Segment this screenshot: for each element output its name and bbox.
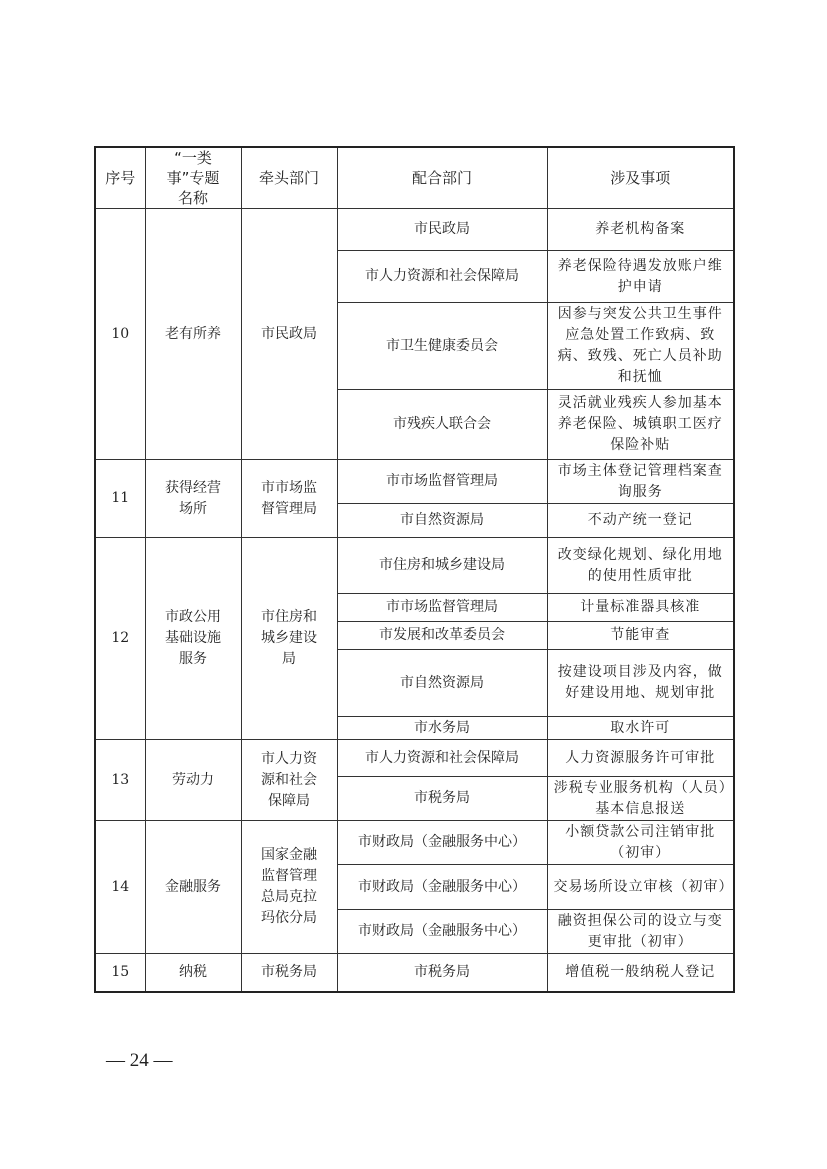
lead-text: 市民政局 (261, 325, 317, 342)
lead-cell (241, 954, 337, 992)
item-cell (547, 303, 734, 390)
topic-cell (145, 538, 241, 740)
partner-cell: 市财政局（金融服务中心） (337, 865, 547, 910)
topic-cell (145, 740, 241, 821)
item-text: 市场主体登记管理档案查询服务 (557, 462, 723, 500)
item-cell (547, 460, 734, 504)
item-cell (547, 717, 734, 740)
partner-cell: 市民政局 (337, 209, 547, 251)
item-text: 取水许可 (610, 719, 671, 736)
item-text: 涉税专业服务机构（人员）基本信息报送 (553, 779, 727, 817)
lead-text: 市税务局 (261, 963, 317, 980)
item-cell (547, 740, 734, 777)
partner-cell: 市财政局（金融服务中心） (337, 910, 547, 954)
partner-cell: 市残疾人联合会 (337, 390, 547, 460)
item-cell (547, 594, 734, 622)
topic-cell (145, 209, 241, 460)
seq-cell: 11 (95, 460, 145, 538)
header-seq: 序号 (95, 147, 145, 209)
table-row (95, 538, 734, 594)
item-cell (547, 390, 734, 460)
table-row (95, 740, 734, 777)
topic-text: 劳动力 (172, 771, 214, 788)
item-text: 改变绿化规划、绿化用地的使用性质审批 (557, 546, 723, 584)
item-text: 节能审查 (610, 627, 671, 643)
item-text: 计量标准器具核准 (580, 599, 701, 615)
topic-cell (145, 821, 241, 954)
partner-cell: 市市场监督管理局 (337, 460, 547, 504)
partner-cell: 市财政局（金融服务中心） (337, 821, 547, 865)
seq-cell: 15 (95, 954, 145, 992)
topic-text: 市政公用基础设施服务 (165, 609, 221, 667)
item-cell (547, 650, 734, 717)
item-text: 不动产统一登记 (587, 512, 693, 528)
seq-cell: 10 (95, 209, 145, 460)
item-cell (547, 865, 734, 910)
partner-cell: 市税务局 (337, 954, 547, 992)
partner-cell: 市人力资源和社会保障局 (337, 740, 547, 777)
item-text: 灵活就业残疾人参加基本养老保险、城镇职工医疗保险补贴 (557, 395, 723, 453)
item-cell (547, 910, 734, 954)
topic-text: 纳税 (179, 963, 207, 980)
lead-cell (241, 209, 337, 460)
lead-text: 市人力资源和社会保障局 (261, 750, 317, 809)
topic-text: 老有所养 (165, 325, 221, 342)
partner-cell: 市住房和城乡建设局 (337, 538, 547, 594)
header-partner: 配合部门 (337, 147, 547, 209)
item-text: 养老机构备案 (595, 221, 686, 237)
header-lead: 牵头部门 (241, 147, 337, 209)
item-text: 人力资源服务许可审批 (565, 749, 716, 766)
partner-cell: 市发展和改革委员会 (337, 622, 547, 650)
item-text: 融资担保公司的设立与变更审批（初审） (557, 912, 723, 950)
item-text: 按建设项目涉及内容，做好建设用地、规划审批 (557, 664, 723, 701)
header-row (95, 147, 734, 209)
topic-cell (145, 954, 241, 992)
page-number: — 24 — (106, 1050, 173, 1071)
item-cell (547, 251, 734, 303)
item-text: 增值税一般纳税人登记 (565, 963, 716, 980)
partner-cell: 市市场监督管理局 (337, 594, 547, 622)
table-row (95, 954, 734, 992)
item-text: 养老保险待遇发放账户维护申请 (557, 257, 723, 295)
item-text: 因参与突发公共卫生事件应急处置工作致病、致病、致残、死亡人员补助和抚恤 (557, 306, 723, 385)
item-cell (547, 622, 734, 650)
lead-cell (241, 740, 337, 821)
partner-cell: 市水务局 (337, 717, 547, 740)
partner-cell: 市卫生健康委员会 (337, 303, 547, 390)
header-topic (145, 147, 241, 209)
partner-cell: 市人力资源和社会保障局 (337, 251, 547, 303)
table-row (95, 209, 734, 251)
lead-cell (241, 460, 337, 538)
seq-cell: 13 (95, 740, 145, 821)
seq-cell: 14 (95, 821, 145, 954)
item-cell (547, 209, 734, 251)
item-cell (547, 777, 734, 821)
item-text: 交易场所设立审核（初审） (553, 878, 734, 895)
item-cell (547, 821, 734, 865)
header-topic-text: “一类事”专题名称 (166, 149, 220, 207)
header-item: 涉及事项 (547, 147, 734, 209)
lead-text: 市市场监督管理局 (261, 479, 317, 517)
lead-text: 市住房和城乡建设局 (261, 609, 317, 667)
item-cell (547, 504, 734, 538)
item-cell (547, 538, 734, 594)
seq-cell: 12 (95, 538, 145, 740)
lead-cell (241, 538, 337, 740)
topic-text: 获得经营场所 (165, 479, 221, 517)
topic-cell (145, 460, 241, 538)
partner-cell: 市税务局 (337, 777, 547, 821)
lead-cell (241, 821, 337, 954)
table-row (95, 821, 734, 865)
topic-text: 金融服务 (165, 878, 221, 895)
lead-text: 国家金融监督管理总局克拉玛依分局 (261, 847, 317, 926)
partner-cell: 市自然资源局 (337, 504, 547, 538)
item-cell (547, 954, 734, 992)
matters-table (94, 146, 735, 993)
partner-cell: 市自然资源局 (337, 650, 547, 717)
item-text: 小额贷款公司注销审批（初审） (565, 823, 716, 861)
table-row (95, 460, 734, 504)
